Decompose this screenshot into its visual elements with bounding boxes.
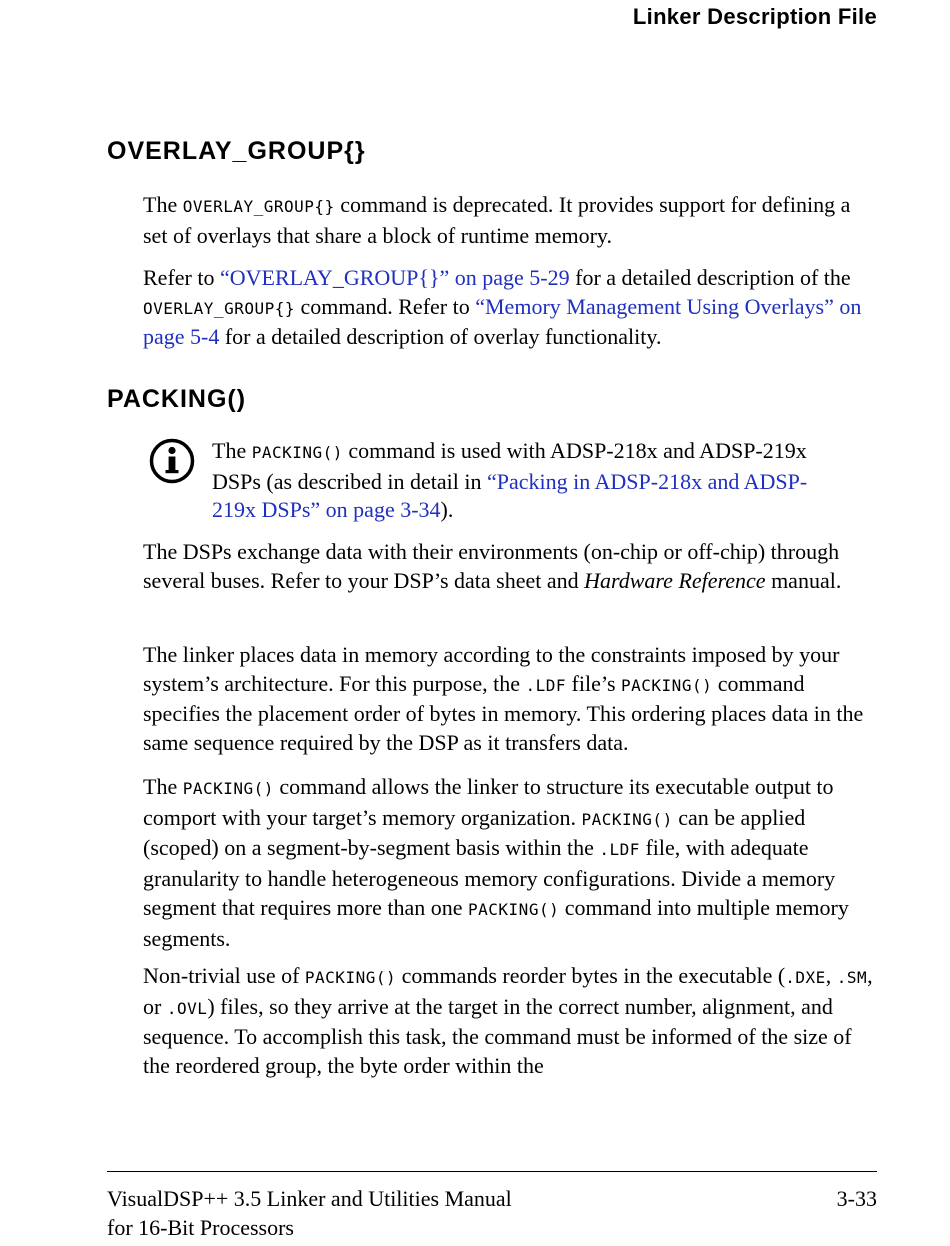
code-term: OVERLAY_GROUP{} (143, 298, 295, 318)
code-term: .DXE (785, 968, 826, 987)
code-term: PACKING() (304, 968, 397, 987)
code-term: .SM (836, 968, 868, 987)
emphasis-text: Hardware Reference (584, 567, 766, 593)
text: The linker places data in memory according to the constraints imposed by your system’s architecture. For this purpose, the (143, 642, 840, 696)
text: The (212, 438, 252, 463)
text: for a detailed description of overlay functionality. (219, 324, 662, 350)
cross-reference-link[interactable]: “Packing in ADSP-218x and ADSP-219x DSPs” on page 3-34 (212, 468, 808, 523)
text: , or (143, 963, 873, 1019)
paragraph (143, 773, 878, 953)
text: Non-trivial use of (143, 963, 305, 988)
text: Refer to (143, 265, 220, 290)
cross-reference-link[interactable]: “Memory Management Using Overlays” on page 5-4 (143, 293, 862, 350)
footer-rule (107, 1171, 877, 1172)
code-term: PACKING() (621, 675, 713, 695)
text: can be applied (scoped) on a segment-by-segment basis within the (143, 804, 806, 861)
code-term: PACKING() (251, 443, 343, 462)
running-head: Linker Description File (632, 4, 877, 29)
text: command allows the linker to structure its executable output to comport with your target’s memory organization. (143, 774, 834, 830)
text: ). (440, 497, 454, 523)
info-icon (149, 438, 195, 484)
text: file, with adequate granularity to handle heterogeneous memory configurations. Divide a memory segment that requires more than one (143, 835, 836, 920)
section-heading-overlay-group: OVERLAY_GROUP{} (107, 137, 366, 165)
code-term: PACKING() (182, 779, 274, 798)
text: command specifies the placement order of bytes in memory. This ordering places data in the same sequence required by the DSP as it transfers data. (143, 670, 864, 756)
paragraph (143, 538, 878, 595)
page-number: 3-33 (836, 1186, 877, 1211)
text: command into multiple memory segments. (143, 894, 849, 951)
text: for a detailed description of the (569, 265, 851, 290)
text: , (825, 963, 837, 988)
section-heading-packing: PACKING() (107, 385, 247, 413)
text: file’s (566, 670, 622, 696)
note-text (212, 437, 812, 525)
text: command is deprecated. It provides support for defining a set of overlays that share a block of runtime memory. (143, 192, 851, 248)
text: ) files, so they arrive at the target in the correct number, alignment, and sequence. To accomplish this task, the command must be informed of the size of the reordered group, the byte order within the (143, 993, 852, 1079)
paragraph (143, 264, 878, 352)
code-term: PACKING() (468, 899, 560, 919)
text: manual. (765, 567, 842, 593)
paragraph (143, 641, 878, 758)
text: command is used with ADSP-218x and ADSP-219x DSPs (as described in detail in (212, 438, 807, 494)
code-term: .LDF (525, 675, 567, 695)
text: commands reorder bytes in the executable ( (396, 963, 786, 988)
code-term: .LDF (599, 840, 640, 860)
text: The (143, 774, 183, 799)
paragraph (143, 962, 878, 1081)
code-term: .OVL (166, 998, 208, 1018)
footer-title (107, 1184, 512, 1242)
code-term: PACKING() (581, 809, 673, 829)
paragraph (143, 191, 878, 250)
footer-title-line1: VisualDSP++ 3.5 Linker and Utilities Manual (107, 1186, 512, 1211)
footer-title-line2: for 16-Bit Processors (107, 1215, 294, 1240)
text: The DSPs exchange data with their environments (on-chip or off-chip) through several buses. Refer to your DSP’s data sheet and (143, 539, 840, 593)
text: The (143, 192, 183, 217)
text: command. Refer to (295, 293, 476, 319)
cross-reference-link[interactable]: “OVERLAY_GROUP{}” on page 5-29 (219, 265, 570, 290)
code-term: OVERLAY_GROUP{} (182, 197, 335, 216)
